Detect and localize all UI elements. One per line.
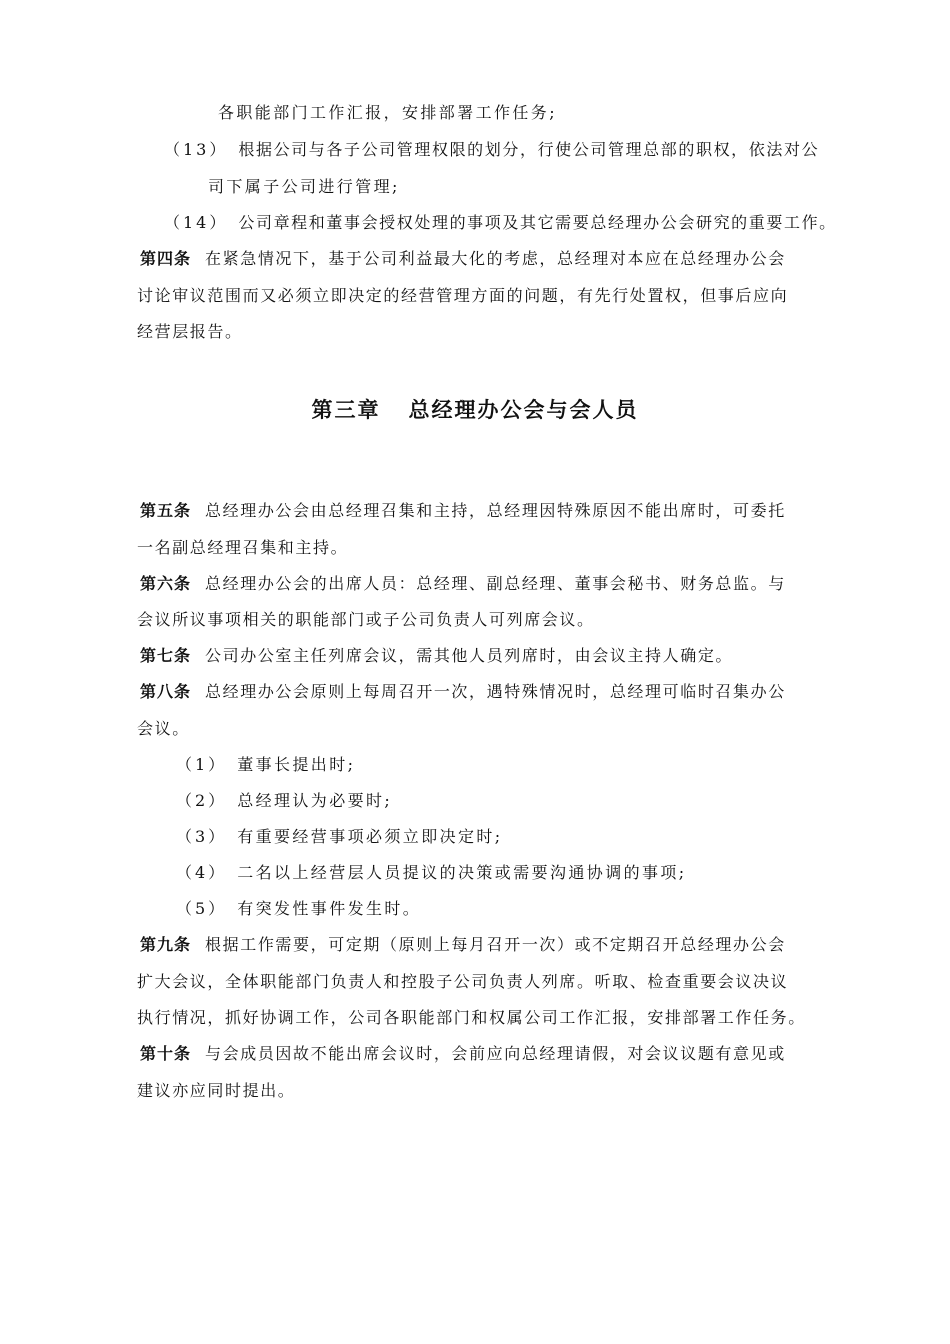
list-item [176,898,421,920]
article-4-line2: 讨论审议范围而又必须立即决定的经营管理方面的问题，有先行处置权，但事后应向 [137,286,789,305]
item-text: 二名以上经营层人员提议的决策或需要沟通协调的事项; [237,863,687,882]
article-6-line2: 会议所议事项相关的职能部门或子公司负责人可列席会议。 [137,610,595,629]
article-5 [140,500,786,522]
chapter-number: 第三章 [311,397,381,422]
article-text: 根据工作需要，可定期（原则上每月召开一次）或不定期召开总经理办公会 [205,935,786,954]
article-9-line3: 执行情况，抓好协调工作，公司各职能部门和权属公司工作汇报，安排部署工作任务。 [137,1008,806,1027]
list-item-13 [164,139,819,161]
item-number: （2） [176,791,228,810]
list-item [176,862,687,884]
article-label: 第七条 [140,646,192,665]
item-number: （5） [176,899,228,918]
item-text: 有重要经营事项必须立即决定时; [237,827,503,846]
item-text: 公司章程和董事会授权处理的事项及其它需要总经理办公会研究的重要工作。 [238,213,837,232]
article-10-line2: 建议亦应同时提出。 [137,1081,296,1100]
chapter-title: 总经理办公会与会人员 [408,397,639,422]
item-text: 有突发性事件发生时。 [237,899,422,918]
item12-continuation: 各职能部门工作汇报，安排部署工作任务; [218,103,557,122]
item-number: （13） [164,140,229,159]
item-text: 总经理认为必要时; [237,791,393,810]
article-8-line2: 会议。 [137,719,190,738]
list-item [176,826,503,848]
article-10 [140,1043,786,1065]
item-text: 董事长提出时; [237,755,356,774]
article-5-line2: 一名副总经理召集和主持。 [137,538,349,557]
article-label: 第五条 [140,501,192,520]
article-text: 与会成员因故不能出席会议时，会前应向总经理请假，对会议议题有意见或 [205,1044,786,1063]
article-label: 第十条 [140,1044,192,1063]
article-4-line3: 经营层报告。 [137,322,243,341]
item-number: （1） [176,755,228,774]
article-label: 第四条 [140,249,192,268]
article-text: 在紧急情况下，基于公司利益最大化的考虑，总经理对本应在总经理办公会 [205,249,786,268]
article-text: 总经理办公会由总经理召集和主持，总经理因特殊原因不能出席时，可委托 [205,501,786,520]
chapter-heading [0,396,950,424]
item-number: （4） [176,863,228,882]
list-item-14 [164,212,837,234]
article-label: 第八条 [140,682,192,701]
article-4 [140,248,786,270]
list-item [176,754,355,776]
list-item-13-cont: 司下属子公司进行管理; [208,177,400,196]
article-text: 总经理办公会原则上每周召开一次，遇特殊情况时，总经理可临时召集办公 [205,682,786,701]
article-text: 总经理办公会的出席人员：总经理、副总经理、董事会秘书、财务总监。与 [205,574,786,593]
article-text: 公司办公室主任列席会议，需其他人员列席时，由会议主持人确定。 [205,646,734,665]
item-number: （14） [164,213,229,232]
article-6 [140,573,786,595]
list-item [176,790,392,812]
article-9-line2: 扩大会议，全体职能部门负责人和控股子公司负责人列席。听取、检查重要会议决议 [137,972,789,991]
item-text: 根据公司与各子公司管理权限的划分，行使公司管理总部的职权，依法对公 [238,140,820,159]
article-label: 第六条 [140,574,192,593]
item-number: （3） [176,827,228,846]
article-7 [140,645,733,667]
article-9 [140,934,786,956]
article-8 [140,681,786,703]
article-label: 第九条 [140,935,192,954]
